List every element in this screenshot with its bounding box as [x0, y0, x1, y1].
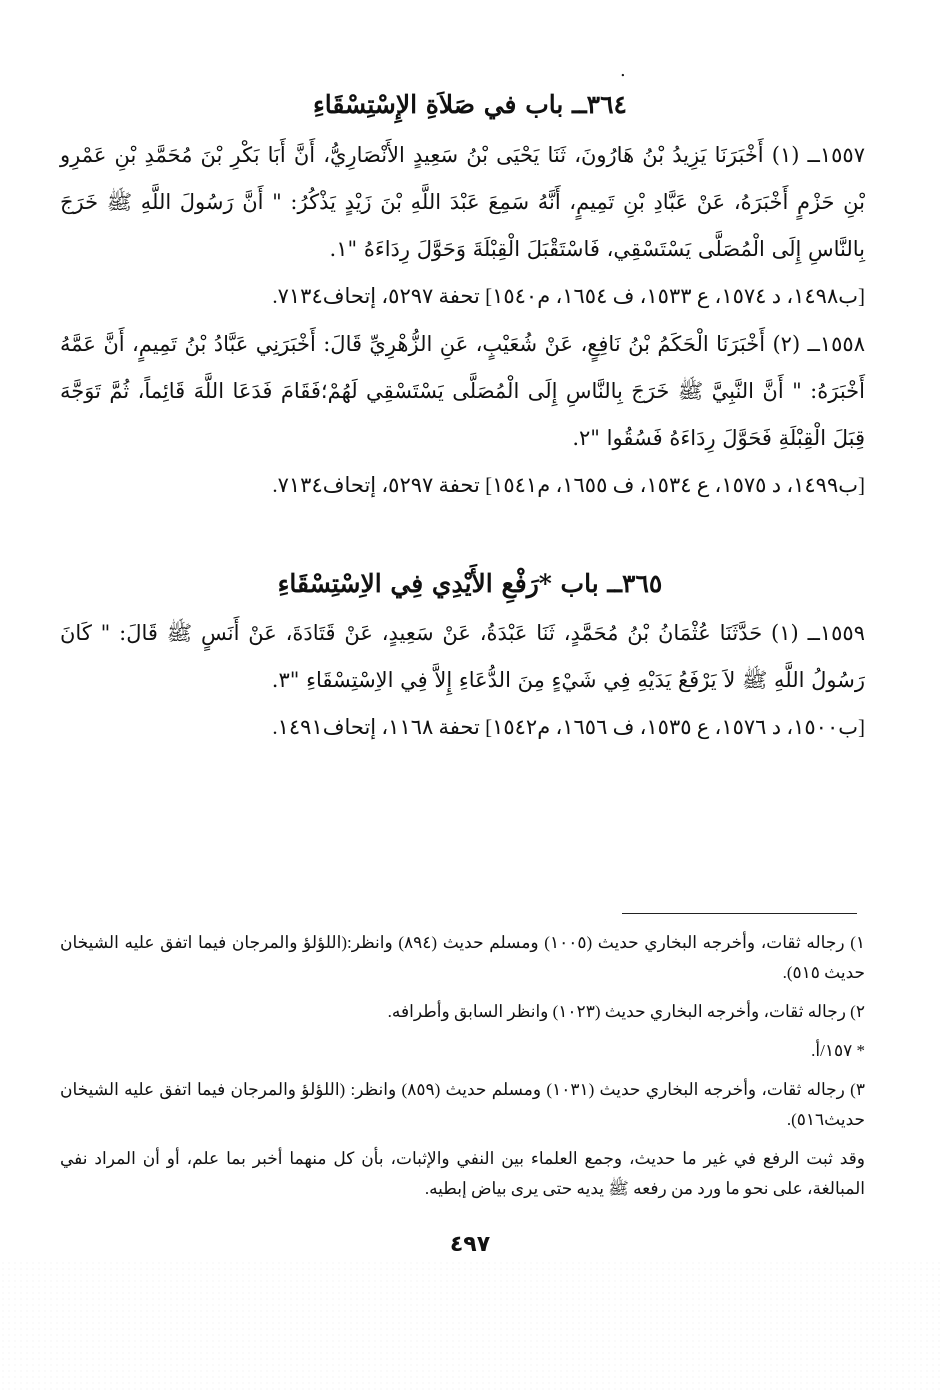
hadith-1557-text: ١٥٥٧ــ (١) أَخْبَرَنَا يَزِيدُ بْنُ هَارُونَ، ثَنَا يَحْيَى بْنُ سَعِيدٍ الأَنْصَارِيُّ، أَنَّ أَبَا بَكْرِ بْنَ مُحَمَّدِ بْنِ عَمْرِو بْنِ حَزْمٍ أَخْبَرَهُ، عَنْ عَبَّادِ بْنِ تَمِيمٍ، أَنَّهُ سَمِعَ عَبْدَ اللَّهِ بْنَ زَيْدٍ يَذْكُرُ: " أَنَّ رَسُولَ اللَّهِ ﷺ خَرَجَ بِالنَّاسِ إِلَى الْمُصَلَّى يَسْتَسْقِي، فَاسْتَقْبَلَ الْقِبْلَةَ وَحَوَّلَ رِدَاءَهُ "١. — [60, 143, 865, 261]
folio-marker: * ١٥٧/أ. — [811, 1041, 865, 1060]
scan-speckle — [0, 1260, 940, 1390]
hadith-1559-reference: [ب١٥٠٠، د ١٥٧٦، ع ١٥٣٥، ف ١٦٥٦، م١٥٤٢] تحفة ١١٦٨، إتحاف١٤٩١. — [272, 715, 865, 739]
hadith-1558 — [60, 321, 865, 509]
chapter-heading-364: ٣٦٤ــ باب في صَلاَةِ الإِسْتِسْقَاءِ — [313, 90, 627, 119]
top-dot: . — [620, 60, 626, 81]
hadith-1559 — [60, 610, 865, 751]
footnotes — [60, 928, 865, 1213]
footnote-3: ٣) رجاله ثقات، وأخرجه البخاري حديث (١٠٣١) ومسلم حديث (٨٥٩) وانظر: (اللؤلؤ والمرجان فيما اتفق عليه الشيخان حديث٥١٦). — [60, 1080, 865, 1129]
hadith-1558-reference: [ب١٤٩٩، د ١٥٧٥، ع ١٥٣٤، ف ١٦٥٥، م١٥٤١] تحفة ٥٢٩٧، إتحاف٧١٣٤. — [272, 473, 865, 497]
hadith-1557-reference: [ب١٤٩٨، د ١٥٧٤، ع ١٥٣٣، ف ١٦٥٤، م١٥٤٠] تحفة ٥٢٩٧، إتحاف٧١٣٤. — [272, 284, 865, 308]
footnote-2: ٢) رجاله ثقات، وأخرجه البخاري حديث (١٠٢٣) وانظر السابق وأطرافه. — [387, 1002, 865, 1021]
page-number: ٤٩٧ — [449, 1232, 491, 1257]
chapter-heading-365: ٣٦٥ــ باب *رَفْعِ الأَيْدِي فِي الاِسْتِسْقَاءِ — [277, 569, 663, 598]
footnote-1: ١) رجاله ثقات، وأخرجه البخاري حديث (١٠٠٥) ومسلم حديث (٨٩٤) وانظر:(اللؤلؤ والمرجان فيما اتفق عليه الشيخان حديث ٥١٥). — [60, 933, 865, 982]
hadith-1557 — [60, 132, 865, 320]
hadith-1559-text: ١٥٥٩ــ (١) حَدَّثَنَا عُثْمَانُ بْنُ مُحَمَّدٍ، ثَنَا عَبْدَةُ، عَنْ سَعِيدٍ، عَنْ قَتَادَةَ، عَنْ أَنَسٍ ﷺ قَالَ: " كَانَ رَسُولُ اللَّهِ ﷺ لاَ يَرْفَعُ يَدَيْهِ فِي شَيْءٍ مِنَ الدُّعَاءِ إِلاَّ فِي الاِسْتِسْقَاءِ "٣. — [60, 621, 865, 692]
footnote-3-comment: وقد ثبت الرفع في غير ما حديث، وجمع العلماء بين النفي والإثبات، بأن كل منهما أخبر بما علم، أو أن المراد نفي المبالغة، على نحو ما ورد من رفعه ﷺ يديه حتى يرى بياض إبطيه. — [60, 1149, 865, 1198]
hadith-1558-text: ١٥٥٨ــ (٢) أَخْبَرَنَا الْحَكَمُ بْنُ نَافِعٍ، عَنْ شُعَيْبٍ، عَنِ الزُّهْرِيِّ قَالَ: أَخْبَرَنِي عَبَّادُ بْنُ تَمِيمٍ، أَنَّ عَمَّهُ أَخْبَرَهُ: " أَنَّ النَّبِيَّ ﷺ خَرَجَ بِالنَّاسِ إِلَى الْمُصَلَّى يَسْتَسْقِي لَهُمْ؛فَقَامَ فَدَعَا اللَّهَ قَائِماً، ثُمَّ تَوَجَّهَ قِبَلَ الْقِبْلَةِ فَحَوَّلَ رِدَاءَهُ فَسُقُوا "٢. — [60, 332, 865, 450]
footnote-separator — [622, 913, 857, 914]
